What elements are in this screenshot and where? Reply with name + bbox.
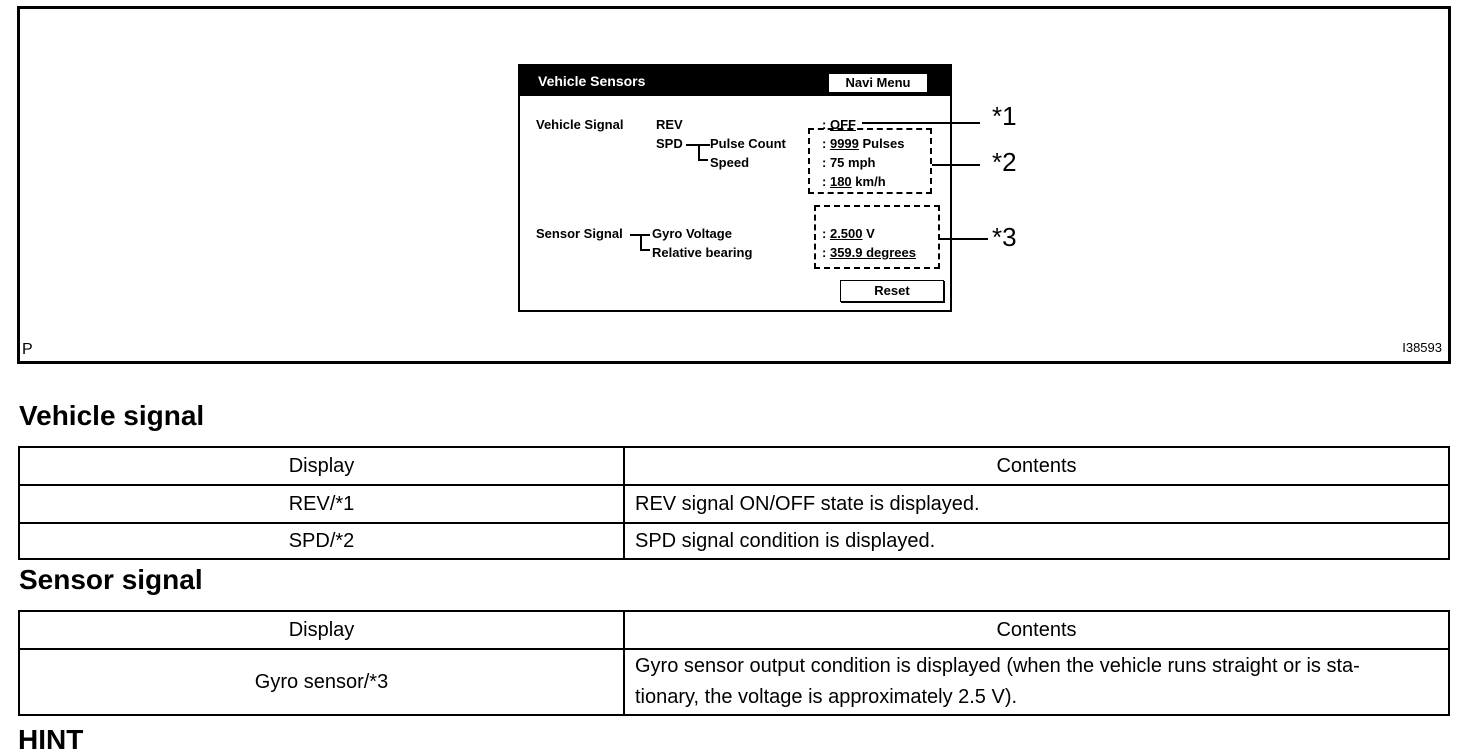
sensor-bracket-bottom: [640, 249, 650, 251]
sensor-signal-label: Sensor Signal: [536, 226, 623, 241]
table-row: [19, 523, 1449, 559]
gyro-voltage-label: Gyro Voltage: [652, 226, 732, 241]
screen-header: [520, 66, 950, 96]
callout-3-dashed-box: [814, 205, 940, 269]
kmh-value-text: : 180 km/h: [822, 174, 886, 189]
row-display: SPD/*2: [19, 523, 624, 559]
figure-corner-label: P: [22, 341, 33, 358]
relative-bearing-value: : 359.9 degrees: [822, 245, 916, 260]
gyro-voltage-value: : 2.500 V: [822, 226, 875, 241]
row-display: Gyro sensor/*3: [19, 649, 624, 715]
hint-label: HINT: [18, 724, 84, 755]
table-header-row: [19, 447, 1449, 485]
relative-bearing-label: Relative bearing: [652, 245, 753, 260]
pulse-value-text: : 9999 Pulses: [822, 136, 905, 151]
rev-label: REV: [656, 117, 683, 132]
header-contents: Contents: [624, 611, 1449, 649]
callout-2: *2: [992, 147, 1017, 177]
row-contents: REV signal ON/OFF state is displayed.: [624, 485, 1449, 523]
vehicle-signal-table: [18, 446, 1450, 560]
spd-bracket-vertical: [698, 144, 700, 160]
spd-label: SPD: [656, 136, 683, 151]
header-contents: Contents: [624, 447, 1449, 485]
row-contents: SPD signal condition is displayed.: [624, 523, 1449, 559]
vehicle-signal-heading: Vehicle signal: [19, 400, 205, 431]
sensor-bracket-vertical: [640, 234, 642, 250]
pulse-count-label: Pulse Count: [710, 136, 786, 151]
sensor-signal-table: [18, 610, 1450, 716]
rev-value-text: : OFF: [822, 117, 856, 132]
reset-button[interactable]: Reset: [840, 280, 944, 302]
spd-bracket-bottom: [698, 159, 708, 161]
callout-1-leader: [862, 122, 980, 124]
navi-menu-button[interactable]: Navi Menu: [828, 73, 928, 93]
table-row: [19, 485, 1449, 523]
row-display: REV/*1: [19, 485, 624, 523]
row-contents-line-1: Gyro sensor output condition is displayed (when the vehicle runs straight or is sta-: [635, 655, 1360, 677]
callout-3: *3: [992, 222, 1017, 252]
vehicle-signal-label: Vehicle Signal: [536, 117, 624, 132]
figure-id: I38593: [1402, 340, 1442, 355]
callout-2-dashed-box: [808, 128, 932, 194]
sensor-signal-heading: Sensor signal: [19, 564, 203, 595]
speed-label: Speed: [710, 155, 750, 170]
table-header-row: [19, 611, 1449, 649]
header-display: Display: [19, 447, 624, 485]
cut-off-hint-text: [18, 724, 98, 755]
row-contents-line-2: tionary, the voltage is approximately 2.5 V).: [635, 686, 1018, 708]
callout-1: *1: [992, 101, 1017, 131]
row-contents: [624, 649, 1449, 715]
callout-2-leader: [932, 164, 980, 166]
mph-value-text: : 75 mph: [822, 155, 876, 170]
header-display: Display: [19, 611, 624, 649]
figure-box: [17, 6, 1451, 364]
table-row: [19, 649, 1449, 715]
callout-3-leader: [940, 238, 988, 240]
screen-title: Vehicle Sensors: [538, 73, 646, 89]
